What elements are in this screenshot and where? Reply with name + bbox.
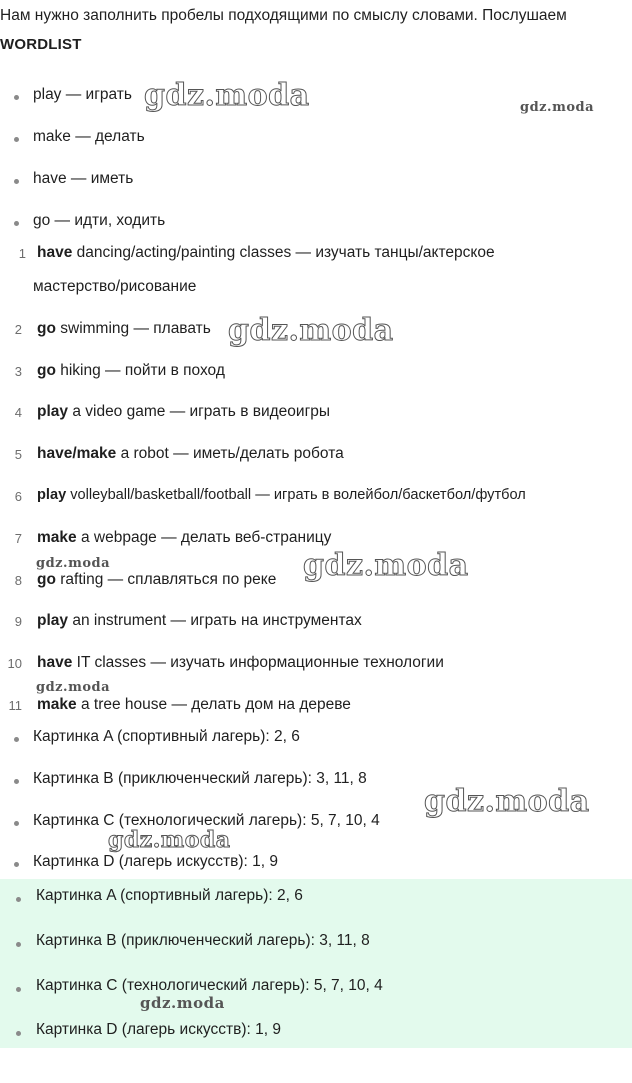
bullet-icon <box>16 942 21 947</box>
picture-text: Картинка A (спортивный лагерь): 2, 6 <box>33 728 300 745</box>
item-number: 6 <box>14 489 22 504</box>
watermark: gdz.moda <box>520 100 595 115</box>
answer-block <box>0 879 632 1048</box>
bullet-icon <box>14 737 19 742</box>
phrase-text <box>37 244 495 262</box>
item-number: 7 <box>14 531 22 546</box>
phrase-rest: hiking — пойти в поход <box>55 362 225 379</box>
phrase-rest: a webpage — делать веб-страницу <box>76 529 332 546</box>
phrase-rest: volleyball/basketball/football — играть в волейбол/баскетбол/футбол <box>66 487 526 503</box>
phrase-verb: have <box>37 654 73 671</box>
phrase-verb: go <box>37 571 56 588</box>
phrase-text <box>37 487 526 503</box>
bullet-icon <box>16 1031 21 1036</box>
phrase-verb: go <box>37 362 56 379</box>
watermark: gdz.moda <box>228 313 394 348</box>
bullet-icon <box>14 137 19 142</box>
watermark: gdz.moda <box>36 680 111 695</box>
phrase-text <box>37 320 211 338</box>
watermark: gdz.moda <box>36 556 111 571</box>
phrase-rest: swimming — плавать <box>55 320 211 337</box>
wordlist-text: make — делать <box>33 128 145 145</box>
picture-text: Картинка D (лагерь искусств): 1, 9 <box>33 853 278 870</box>
bullet-icon <box>14 779 19 784</box>
answer-text: Картинка A (спортивный лагерь): 2, 6 <box>36 887 303 904</box>
watermark: gdz.moda <box>303 548 469 583</box>
phrase-verb: make <box>37 529 77 546</box>
phrase-verb: play <box>37 612 69 629</box>
watermark: gdz.moda <box>108 827 231 853</box>
phrase-rest: an instrument — играть на инструментах <box>68 612 362 629</box>
phrase-rest: a robot — иметь/делать робота <box>116 445 344 462</box>
phrase-text <box>37 696 351 714</box>
watermark: gdz.moda <box>140 994 225 1012</box>
phrase-text <box>37 571 276 589</box>
phrase-rest: dancing/acting/painting classes — изучать танцы/актерское <box>72 244 495 261</box>
bullet-icon <box>14 179 19 184</box>
phrase-continuation: мастерство/рисование <box>33 278 197 295</box>
phrase-verb: have/make <box>37 445 117 462</box>
intro-text: Нам нужно заполнить пробелы подходящими по смыслу словами. Послушаем <box>0 7 567 24</box>
bullet-icon <box>14 821 19 826</box>
phrase-rest: rafting — сплавляться по реке <box>55 571 277 588</box>
bullet-icon <box>16 897 21 902</box>
phrase-text <box>37 362 225 380</box>
item-number: 2 <box>14 322 22 337</box>
item-number: 11 <box>8 698 22 713</box>
phrase-text <box>37 612 362 630</box>
wordlist-text: play — играть <box>33 86 132 103</box>
watermark: gdz.moda <box>144 78 310 113</box>
picture-text: Картинка C (технологический лагерь): 5, 7, 10, 4 <box>33 812 380 829</box>
picture-text: Картинка B (приключенческий лагерь): 3, 11, 8 <box>33 770 367 787</box>
wordlist-text: have — иметь <box>33 170 134 187</box>
watermark: gdz.moda <box>424 784 590 819</box>
bullet-icon <box>14 221 19 226</box>
phrase-rest: a tree house — делать дом на дереве <box>76 696 351 713</box>
answer-text: Картинка B (приключенческий лагерь): 3, 11, 8 <box>36 932 370 949</box>
bullet-icon <box>14 95 19 100</box>
phrase-text <box>37 445 344 463</box>
answer-text: Картинка C (технологический лагерь): 5, 7, 10, 4 <box>36 977 383 994</box>
bullet-icon <box>16 987 21 992</box>
phrase-verb: play <box>37 403 69 420</box>
phrase-verb: play <box>37 487 67 503</box>
item-number: 5 <box>14 447 22 462</box>
phrase-rest: a video game — играть в видеоигры <box>68 403 330 420</box>
phrase-rest: IT classes — изучать информационные технологии <box>72 654 444 671</box>
answer-text: Картинка D (лагерь искусств): 1, 9 <box>36 1021 281 1038</box>
bullet-icon <box>14 862 19 867</box>
phrase-text <box>37 403 330 421</box>
phrase-verb: make <box>37 696 77 713</box>
item-number: 4 <box>14 405 22 420</box>
phrase-verb: have <box>37 244 73 261</box>
wordlist-heading: WORDLIST <box>0 36 82 53</box>
item-number: 10 <box>7 656 22 671</box>
item-number: 8 <box>14 573 22 588</box>
wordlist-text: go — идти, ходить <box>33 212 166 229</box>
phrase-text <box>37 529 331 547</box>
phrase-verb: go <box>37 320 56 337</box>
phrase-text <box>37 654 444 672</box>
item-number: 9 <box>14 614 22 629</box>
item-number: 3 <box>14 364 22 379</box>
item-number: 1 <box>18 246 26 261</box>
